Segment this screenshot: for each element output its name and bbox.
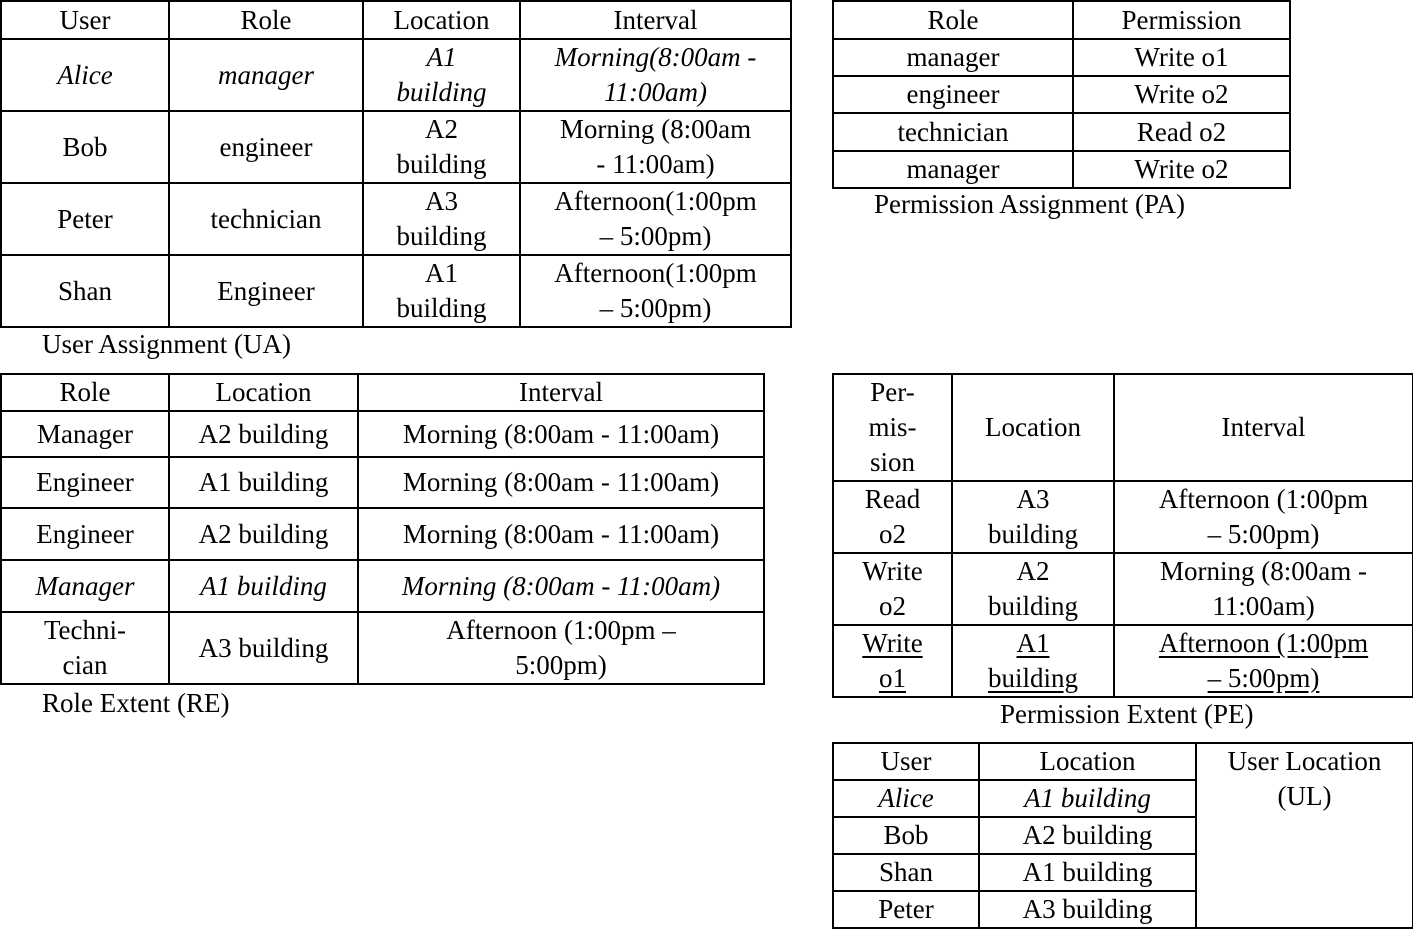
table-row [833, 39, 1290, 76]
cell-role: Manager [1, 411, 169, 457]
cell-line: Write [862, 628, 923, 658]
cell-role: technician [833, 113, 1073, 151]
cell-location [363, 111, 520, 183]
table-row [833, 151, 1290, 188]
cell-location: A2 building [169, 411, 358, 457]
table-row [833, 481, 1413, 553]
permission-assignment-caption: Permission Assignment (PA) [874, 189, 1186, 219]
cell-line: Morning (8:00am [559, 114, 752, 144]
cell-role: manager [169, 39, 363, 111]
cell-user: Alice [833, 780, 979, 817]
table-row [1, 39, 791, 111]
cell-line: 5:00pm) [515, 650, 607, 680]
cell-line: Per- [870, 377, 915, 407]
cell-line: building [396, 77, 487, 107]
cell-user: Peter [833, 891, 979, 928]
cell-line: A1 [426, 42, 457, 72]
cell-line: Afternoon (1:00pm [1158, 484, 1369, 514]
cell-line: A2 [425, 114, 458, 144]
header-user: User [1, 1, 169, 39]
cell-line: – 5:00pm) [599, 221, 712, 251]
cell-interval: Morning (8:00am - 11:00am) [358, 457, 764, 508]
cell-line: (UL) [1277, 781, 1332, 811]
header-interval: Interval [1114, 374, 1413, 481]
cell-line: building [396, 293, 487, 323]
table-row [833, 113, 1290, 151]
cell-line: Afternoon(1:00pm [554, 258, 757, 288]
table-header-row [833, 374, 1413, 481]
cell-line: Read [864, 484, 921, 514]
cell-role: engineer [833, 76, 1073, 113]
cell-line: A3 [1016, 484, 1050, 514]
cell-role: engineer [169, 111, 363, 183]
user-assignment-block [0, 0, 792, 328]
cell-interval [358, 612, 764, 684]
table-header-row [833, 743, 1413, 780]
cell-role: manager [833, 151, 1073, 188]
cell-line: A2 [1016, 556, 1050, 586]
cell-user: Shan [833, 854, 979, 891]
cell-line: o2 [879, 591, 906, 621]
cell-interval: Morning (8:00am - 11:00am) [358, 560, 764, 612]
table-row [833, 553, 1413, 625]
cell-permission: Write o2 [1073, 76, 1290, 113]
cell-line: Morning(8:00am - [554, 42, 757, 72]
cell-role: Manager [1, 560, 169, 612]
cell-interval [520, 39, 791, 111]
cell-line: 11:00am) [604, 77, 707, 107]
cell-line: Afternoon (1:00pm [1158, 628, 1369, 658]
permission-extent-caption: Permission Extent (PE) [1000, 699, 1254, 729]
cell-interval [520, 255, 791, 327]
cell-line: A3 [425, 186, 458, 216]
cell-interval: Morning (8:00am - 11:00am) [358, 508, 764, 560]
table-row [1, 612, 764, 684]
header-location: Location [952, 374, 1114, 481]
cell-role: Engineer [1, 508, 169, 560]
cell-interval [1114, 625, 1413, 697]
cell-location: A1 building [169, 560, 358, 612]
cell-line: Morning (8:00am - [1160, 556, 1367, 586]
cell-permission: Write o1 [1073, 39, 1290, 76]
cell-line: A1 [1016, 628, 1050, 658]
cell-line: o1 [879, 663, 906, 693]
cell-line: A1 [425, 258, 458, 288]
cell-line: - 11:00am) [596, 149, 715, 179]
table-header-row [1, 374, 764, 411]
cell-role [1, 612, 169, 684]
cell-line: o2 [879, 519, 906, 549]
cell-role: Engineer [1, 457, 169, 508]
cell-user: Shan [1, 255, 169, 327]
cell-location: A1 building [979, 780, 1196, 817]
cell-line: mis- [868, 412, 917, 442]
cell-permission: Write o2 [1073, 151, 1290, 188]
table-row [1, 560, 764, 612]
cell-user: Peter [1, 183, 169, 255]
user-assignment-caption: User Assignment (UA) [42, 329, 291, 359]
user-assignment-table [0, 0, 792, 328]
cell-line: – 5:00pm) [1207, 519, 1320, 549]
table-header-row [1, 1, 791, 39]
cell-interval: Morning (8:00am - 11:00am) [358, 411, 764, 457]
header-role: Role [833, 1, 1073, 39]
cell-interval [520, 183, 791, 255]
cell-permission [833, 481, 952, 553]
header-permission: Permission [1073, 1, 1290, 39]
header-location: Location [169, 374, 358, 411]
cell-line: Afternoon (1:00pm – [446, 615, 676, 645]
permission-extent-block [832, 373, 1413, 698]
role-extent-block [0, 373, 765, 685]
cell-line: building [987, 519, 1078, 549]
cell-user: Bob [1, 111, 169, 183]
table-row [833, 625, 1413, 697]
cell-line: Write [862, 556, 923, 586]
cell-interval [1114, 481, 1413, 553]
user-location-block [832, 742, 1413, 929]
header-location: Location [363, 1, 520, 39]
permission-assignment-block [832, 0, 1291, 189]
header-role: Role [1, 374, 169, 411]
role-extent-table [0, 373, 765, 685]
cell-location: A2 building [169, 508, 358, 560]
cell-line: User Location [1227, 746, 1382, 776]
cell-location: A3 building [169, 612, 358, 684]
cell-location [952, 481, 1114, 553]
cell-permission: Read o2 [1073, 113, 1290, 151]
cell-line: – 5:00pm) [1207, 663, 1320, 693]
cell-line: – 5:00pm) [599, 293, 712, 323]
header-user: User [833, 743, 979, 780]
cell-line: building [396, 149, 487, 179]
cell-line: sion [869, 447, 915, 477]
table-row [1, 411, 764, 457]
table-row [1, 111, 791, 183]
cell-location: A3 building [979, 891, 1196, 928]
cell-line: 11:00am) [1212, 591, 1315, 621]
header-interval: Interval [520, 1, 791, 39]
table-row [1, 457, 764, 508]
permission-assignment-table [832, 0, 1291, 189]
cell-line: cian [62, 650, 108, 680]
cell-location: A1 building [979, 854, 1196, 891]
cell-location: A2 building [979, 817, 1196, 854]
user-location-table [832, 742, 1413, 929]
table-header-row [833, 1, 1290, 39]
table-row [833, 76, 1290, 113]
cell-role: Engineer [169, 255, 363, 327]
header-interval: Interval [358, 374, 764, 411]
role-extent-caption: Role Extent (RE) [42, 688, 230, 718]
cell-location [363, 39, 520, 111]
cell-permission [833, 625, 952, 697]
cell-interval [520, 111, 791, 183]
header-permission [833, 374, 952, 481]
cell-line: Techni- [43, 615, 127, 645]
permission-extent-table [832, 373, 1413, 698]
header-location: Location [979, 743, 1196, 780]
cell-line: building [396, 221, 487, 251]
table-row [1, 183, 791, 255]
cell-permission [833, 553, 952, 625]
table-row [1, 508, 764, 560]
header-role: Role [169, 1, 363, 39]
cell-line: building [987, 591, 1078, 621]
cell-location: A1 building [169, 457, 358, 508]
cell-location [363, 255, 520, 327]
cell-location [952, 625, 1114, 697]
cell-user: Alice [1, 39, 169, 111]
cell-line: Afternoon(1:00pm [554, 186, 757, 216]
cell-location [363, 183, 520, 255]
cell-role: technician [169, 183, 363, 255]
cell-role: manager [833, 39, 1073, 76]
user-location-caption [1196, 743, 1413, 928]
cell-location [952, 553, 1114, 625]
cell-line: building [987, 663, 1078, 693]
table-row [1, 255, 791, 327]
cell-user: Bob [833, 817, 979, 854]
cell-interval [1114, 553, 1413, 625]
